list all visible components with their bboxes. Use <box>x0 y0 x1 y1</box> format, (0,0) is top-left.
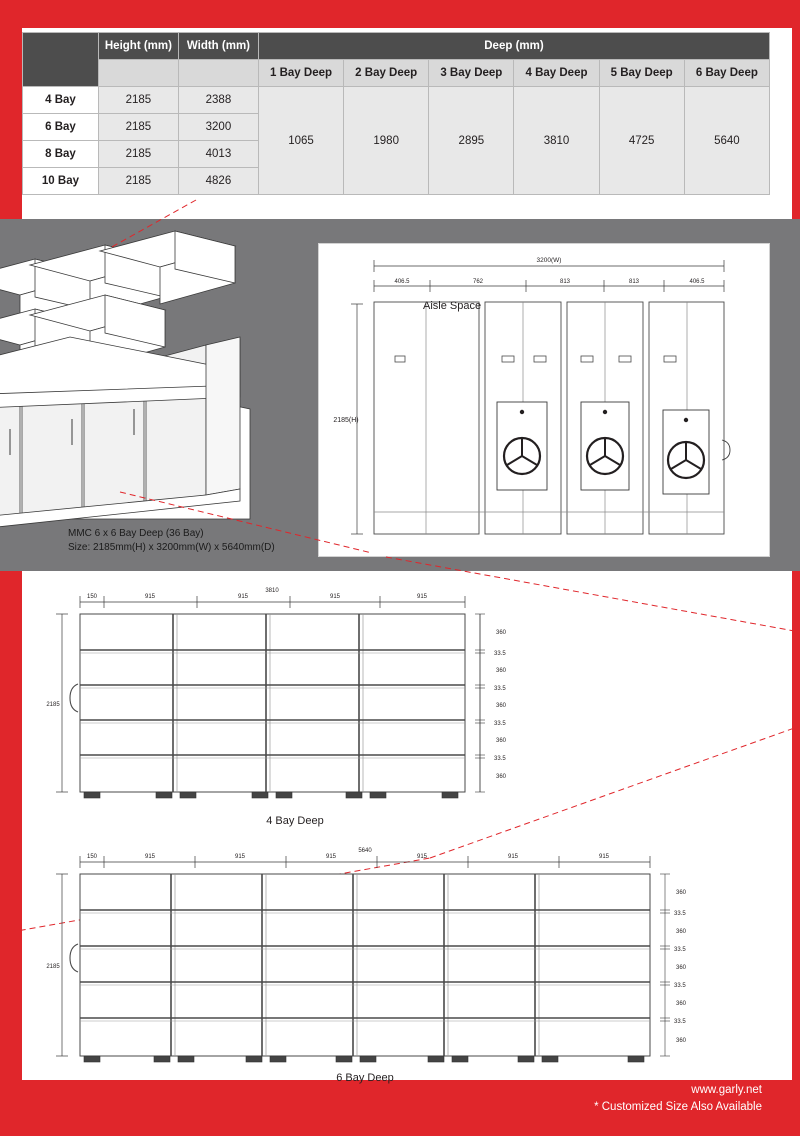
elev4-shelf-5: 360 <box>496 703 507 709</box>
header-deep-2: 2 Bay Deep <box>344 60 429 87</box>
deep-value-2: 1980 <box>344 87 429 195</box>
elev6-bay-5: 915 <box>507 854 519 860</box>
elev4-total: 3810 <box>265 588 279 594</box>
elev4-bay-1: 915 <box>144 594 156 600</box>
elev6-bay-2: 915 <box>234 854 246 860</box>
elev4-bay-4: 915 <box>416 594 428 600</box>
deep-value-3: 2895 <box>429 87 514 195</box>
footer-website: www.garly.net <box>691 1084 762 1096</box>
aisle-space-label: Aisle Space <box>423 300 482 312</box>
elev4-offset: 150 <box>86 594 98 600</box>
deep-value-5: 4725 <box>599 87 684 195</box>
elevation-6bay <box>40 840 690 1075</box>
elevation-4bay-caption: 4 Bay Deep <box>266 815 324 827</box>
row-height-10bay: 2185 <box>98 168 178 195</box>
elevation-6bay-caption: 6 Bay Deep <box>336 1072 394 1084</box>
front-seg-3: 813 <box>559 279 571 285</box>
header-height: Height (mm) <box>98 33 178 60</box>
elev4-shelf-4: 33.5 <box>494 686 506 692</box>
footer-note: * Customized Size Also Available <box>594 1101 762 1113</box>
elev4-shelf-7: 360 <box>496 738 507 744</box>
isometric-caption-line1: MMC 6 x 6 Bay Deep (36 Bay) <box>68 528 204 539</box>
row-width-8bay: 4013 <box>178 141 258 168</box>
elev4-shelf-2: 33.5 <box>494 651 506 657</box>
header-deep-group: Deep (mm) <box>258 33 769 60</box>
elevation-4bay <box>40 580 510 830</box>
row-height-4bay: 2185 <box>98 87 178 114</box>
deep-value-1: 1065 <box>258 87 343 195</box>
elev4-shelf-8: 33.5 <box>494 756 506 762</box>
elev6-shelf-8: 33.5 <box>674 1019 686 1025</box>
header-width: Width (mm) <box>178 33 258 60</box>
deep-value-6: 5640 <box>684 87 769 195</box>
elevation-6bay-drawing <box>40 840 690 1075</box>
elev6-shelf-1: 360 <box>676 890 687 896</box>
row-width-10bay: 4826 <box>178 168 258 195</box>
front-total-width-label: 3200(W) <box>536 257 562 264</box>
elev6-bay-1: 915 <box>144 854 156 860</box>
row-height-6bay: 2185 <box>98 114 178 141</box>
leader-line-iso-to-front <box>120 492 372 553</box>
elev6-bay-3: 915 <box>325 854 337 860</box>
elev6-bay-4: 915 <box>416 854 428 860</box>
elev6-height: 2185 <box>46 964 60 970</box>
front-seg-1: 406.5 <box>394 279 410 285</box>
elev6-shelf-7: 360 <box>676 1001 687 1007</box>
row-label-8bay: 8 Bay <box>23 141 99 168</box>
elev6-shelf-5: 360 <box>676 965 687 971</box>
elev4-shelf-9: 360 <box>496 774 507 780</box>
header-deep-1: 1 Bay Deep <box>258 60 343 87</box>
front-height-label: 2185(H) <box>333 417 359 424</box>
elev6-total: 5640 <box>358 848 372 854</box>
elev4-height: 2185 <box>46 702 60 708</box>
elev4-bay-2: 915 <box>237 594 249 600</box>
elev6-shelf-4: 33.5 <box>674 947 686 953</box>
elev4-shelf-3: 360 <box>496 668 507 674</box>
front-seg-4: 813 <box>628 279 640 285</box>
front-seg-2: 762 <box>472 279 484 285</box>
elev4-shelf-6: 33.5 <box>494 721 506 727</box>
row-label-10bay: 10 Bay <box>23 168 99 195</box>
header-deep-3: 3 Bay Deep <box>429 60 514 87</box>
elev6-shelf-6: 33.5 <box>674 983 686 989</box>
elev6-bay-6: 915 <box>598 854 610 860</box>
row-label-6bay: 6 Bay <box>23 114 99 141</box>
front-seg-5: 406.5 <box>689 279 705 285</box>
row-width-4bay: 2388 <box>178 87 258 114</box>
header-deep-6: 6 Bay Deep <box>684 60 769 87</box>
row-height-8bay: 2185 <box>98 141 178 168</box>
header-deep-5: 5 Bay Deep <box>599 60 684 87</box>
row-width-6bay: 3200 <box>178 114 258 141</box>
elevation-4bay-drawing <box>40 580 510 830</box>
leader-line-table-to-iso <box>110 200 196 248</box>
elev6-offset: 150 <box>86 854 98 860</box>
elev6-shelf-3: 360 <box>676 929 687 935</box>
elev4-bay-3: 915 <box>329 594 341 600</box>
deep-value-4: 3810 <box>514 87 599 195</box>
elev6-shelf-9: 360 <box>676 1038 687 1044</box>
elev6-shelf-2: 33.5 <box>674 911 686 917</box>
row-label-4bay: 4 Bay <box>23 87 99 114</box>
header-deep-4: 4 Bay Deep <box>514 60 599 87</box>
elev4-shelf-1: 360 <box>496 630 507 636</box>
isometric-caption-line2: Size: 2185mm(H) x 3200mm(W) x 5640mm(D) <box>68 542 275 553</box>
